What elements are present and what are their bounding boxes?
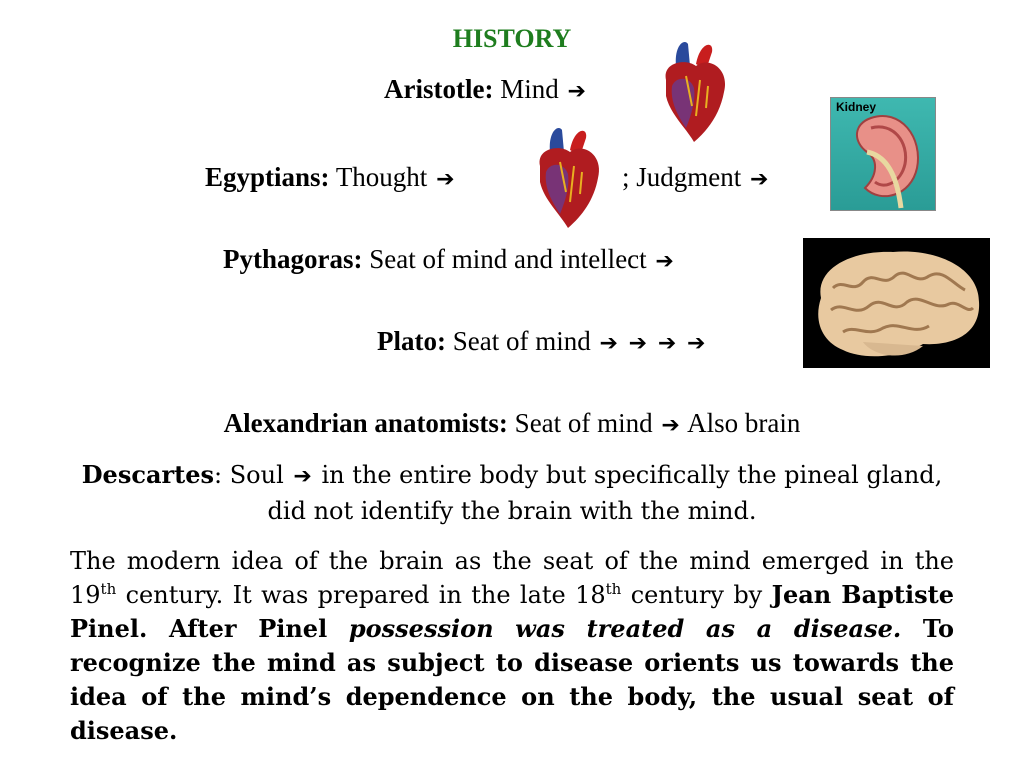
brain-image bbox=[803, 238, 990, 368]
kidney-label: Kidney bbox=[836, 100, 877, 114]
egyptians-name: Egyptians: bbox=[205, 162, 330, 192]
modern-bold2: To recognize the mind as subject to disease orients us towards the idea of the mind’s dependence on the body, the usual seat of disease. bbox=[70, 614, 954, 745]
egyptians-judgment-line bbox=[622, 162, 770, 193]
page-title: HISTORY bbox=[452, 24, 572, 53]
arrow-right-icon: ➔ bbox=[750, 167, 769, 192]
arrow-right-icon: ➔ bbox=[657, 331, 677, 356]
aristotle-line bbox=[384, 74, 588, 105]
egyptians-judgment: ; Judgment bbox=[622, 162, 742, 192]
arrow-right-icon: ➔ bbox=[655, 249, 674, 274]
descartes-text1: : Soul bbox=[214, 461, 284, 489]
alexandrian-text: Seat of mind bbox=[514, 408, 653, 438]
arrow-right-icon: ➔ bbox=[293, 464, 312, 489]
pythagoras-line bbox=[223, 244, 676, 275]
alexandrian-line bbox=[0, 408, 1024, 439]
arrow-right-icon: ➔ bbox=[687, 331, 706, 356]
heart-image bbox=[530, 122, 604, 232]
alexandrian-name: Alexandrian anatomists: bbox=[223, 408, 508, 438]
plato-name: Plato: bbox=[377, 326, 446, 356]
heart-image bbox=[656, 36, 730, 146]
egyptians-thought: Thought bbox=[335, 162, 428, 192]
aristotle-name: Aristotle: bbox=[384, 74, 494, 104]
modern-sup2: th bbox=[605, 580, 622, 598]
descartes-name: Descartes bbox=[81, 460, 215, 489]
pythagoras-text: Seat of mind and intellect bbox=[369, 244, 647, 274]
modern-sup1: th bbox=[100, 580, 117, 598]
alexandrian-text2: Also brain bbox=[687, 408, 801, 438]
arrow-right-icon: ➔ bbox=[599, 331, 618, 356]
modern-text3: century by bbox=[621, 581, 772, 609]
modern-italic: possession was treated as a disease. bbox=[348, 614, 902, 643]
plato-line bbox=[377, 326, 707, 357]
aristotle-text: Mind bbox=[500, 74, 559, 104]
modern-text1: The modern idea of the brain as the seat of the mind emerged in the 19 bbox=[70, 547, 954, 609]
modern-bold1: Jean Baptiste Pinel. After Pinel bbox=[70, 580, 954, 643]
kidney-image bbox=[831, 98, 935, 210]
modern-paragraph bbox=[70, 544, 954, 748]
descartes-paragraph bbox=[70, 458, 954, 528]
arrow-right-icon: ➔ bbox=[661, 413, 680, 438]
modern-text2: century. It was prepared in the late 18 bbox=[116, 581, 606, 609]
arrow-right-icon: ➔ bbox=[436, 167, 455, 192]
egyptians-line bbox=[205, 162, 457, 193]
pythagoras-name: Pythagoras: bbox=[223, 244, 363, 274]
plato-text: Seat of mind bbox=[452, 326, 591, 356]
descartes-text2: in the entire body but specifically the pineal gland, did not identify the brain with the mind. bbox=[267, 461, 943, 525]
arrow-right-icon: ➔ bbox=[567, 79, 586, 104]
arrow-right-icon: ➔ bbox=[628, 331, 648, 356]
